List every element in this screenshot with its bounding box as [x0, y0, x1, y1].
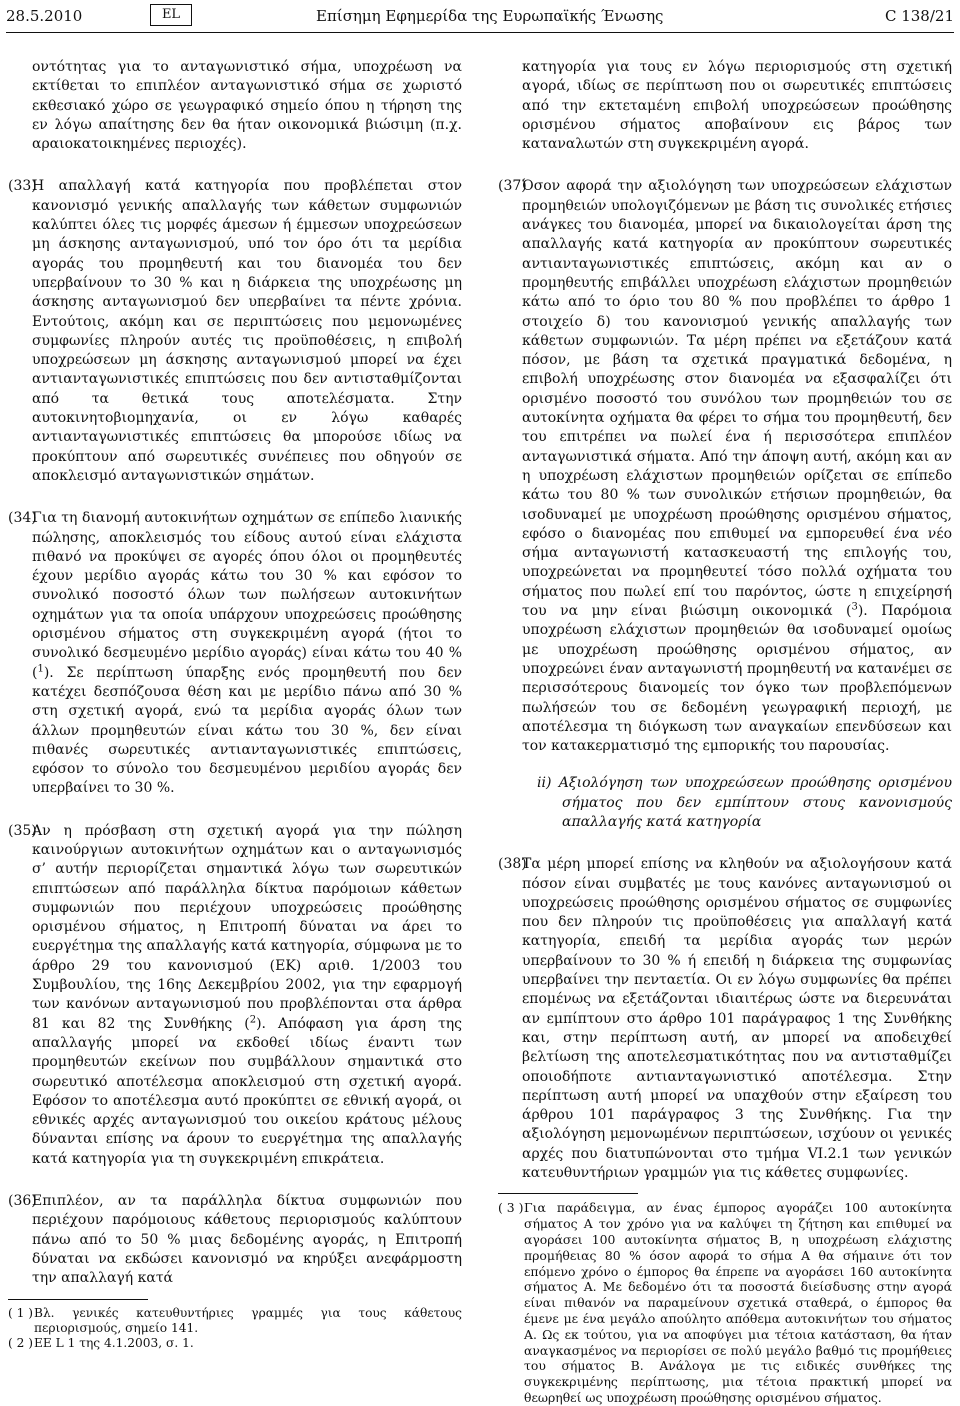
footnote-text: Βλ. γενικές κατευθυντήριες γραμμές για τους κάθετους περιορισμούς, σημείο 141.	[34, 1305, 462, 1335]
right-column	[498, 58, 952, 1406]
left-intro-text: οντότητας για το ανταγωνιστικό σήμα, υποχρέωση να εκτίθεται το επιπλέον ανταγωνιστικό σήμα σε χωριστό εκθεσιακό χώρο σε γεωγραφικό σημείο όπου η τήρηση της εν λόγω απαίτησης δεν θα ήταν οικονομικά βιώσιμη (π.χ. αραιοκατοικημένες περιοχές).	[32, 59, 462, 153]
footnote-ref[interactable]: 2	[249, 1014, 257, 1025]
paragraph-text: Όσον αφορά την αξιολόγηση των υποχρεώσεων ελάχιστων προμηθειών υπολογιζόμενων με βάση τις συνολικές ετήσιες ανάγκες του διανομέα, μπορεί να δικαιολογείται άρση της απαλλαγής κατά κατηγορία αν προκύπτουν σωρευτικές αντιανταγωνιστικές επιπτώσεις, ακόμη και αν ο προμηθευτής επιβάλλει υποχρέωση ελάχιστων προμηθειών κάτω από το όριο του 80 % που προβλέπει το άρθρο 1 στοιχείο δ) του κανονισμού γενικής απαλλαγής των κάθετων συμφωνιών. Τα μέρη πρέπει να εξετάζουν κατά πόσον, με βάση τα σχετικά πραγματικά δεδομένα, η επιβολή υποχρέωσης στον διανομέα να εξασφαλίζει ότι ορισμένο ποσοστό του συνόλου των προμηθειών του σε αυτοκίνητα οχήματα θα φέρει το σήμα του προμηθευτή, δεν του επιτρέπει να πωλεί ένα ή περισσότερα επιπλέον ανταγωνιστικά σήματα. Από την άποψη αυτή, ακόμη και αν η υποχρέωση ελάχιστων προμηθειών ορίζεται σε επίπεδο κάτω του 80 % των συνολικών ετήσιων προμηθειών, θα ισοδυναμεί με υποχρέωση προώθησης ορισμένου σήματος, εφόσο ο διανομέας που επιθυμεί να εμπορευθεί ένα νέο σήμα ανταγωνιστή κατασκευαστή της επιλογής του, υποχρεώνεται να προμηθευτεί τόσο πολλά οχήματα του σήματος που πωλεί επί του παρόντος, ώστε η επιχείρησή του να μην είναι βιώσιμη οικονομικά ($^3$). Παρόμοια υποχρέωση ελάχιστων προμηθειών θα ισοδυναμεί ομοίως με υποχρέωση προώθησης ορισμένου σήματος, αν υποχρεώνει έναν ανταγωνιστή προμηθευτή να κατανέμει σε περισσότερους διανομείς τον όγκο των προβλεπόμενων πωλήσεών του σε δεδομένη γεωγραφική περιοχή, με αποτέλεσμα τη διόγκωση των αναγκαίων επενδύσεων και τον κατακερματισμό της εμπορικής του παρουσίας.	[522, 178, 952, 755]
footnote-text: ΕΕ L 1 της 4.1.2003, σ. 1.	[34, 1335, 194, 1350]
paragraph-text: Τα μέρη μπορεί επίσης να κληθούν να αξιολογήσουν κατά πόσον είναι συμβατές με τους κανόνες ανταγωνισμού οι υποχρεώσεις προώθησης ορισμένου σήματος σε συμφωνίες που δεν πληρούν τις προϋποθέσεις για απαλλαγή κατά κατηγορία, επειδή τα μερίδια αγοράς των μερών υπερβαίνουν το 30 % ή επειδή η διάρκεια της συμφωνίας υπερβαίνει την πενταετία. Οι εν λόγω συμφωνίες θα πρέπει επομένως να εξετάζονται ιδιαιτέρως ώστε να διερευνάται αν εμπίπτουν στο άρθρο 101 παράγραφος 1 της Συνθήκης και, στην περίπτωση αυτή, αν μπορεί να αποδειχθεί βελτίωση της αποτελεσματικότητας που να αντισταθμίζει οποιοδήποτε αντιανταγωνιστικό αποτέλεσμα. Στην περίπτωση αυτή μπορεί να υπαχθούν στην εξαίρεση του άρθρου 101 παράγραφος 3 της Συνθήκης. Για την αξιολόγηση μεμονωμένων περιπτώσεων, ισχύουν οι γενικές αρχές που διατυπώνονται στο τμήμα VI.2.1 των γενικών κατευθυντήριων γραμμών για τις κάθετες συμφωνίες.	[522, 856, 952, 1182]
paragraph-35	[8, 822, 462, 1169]
paragraph-number: (35)	[8, 822, 37, 839]
header-rule	[6, 32, 954, 33]
language-badge: EL	[150, 4, 192, 26]
footnote-1	[8, 1306, 462, 1336]
footnote-mark: ( 1 )	[8, 1305, 34, 1320]
page-header	[0, 6, 960, 32]
paragraph-36	[8, 1192, 462, 1288]
paragraph-number: (36)	[8, 1193, 37, 1210]
footnote-3	[498, 1200, 952, 1405]
paragraph-text: Η απαλλαγή κατά κατηγορία που προβλέπεται στον κανονισμό γενικής απαλλαγής των κάθετων συμφωνιών καλύπτει όλες τις μορφές άμεσων ή έμμεσων υποχρεώσεων μη άσκησης ανταγωνισμού, υπό τον όρο ότι τα μερίδια αγοράς του προμηθευτή και του διανομέα του δεν υπερβαίνουν το 30 % και η διάρκεια της υποχρέωσης μη άσκησης ανταγωνισμού δεν υπερβαίνει τα πέντε χρόνια. Εντούτοις, ακόμη και σε περιπτώσεις που μεμονωμένες συμφωνίες πληρούν αυτές τις προϋποθέσεις, η επιβολή υποχρεώσεων μη άσκησης ανταγωνισμού μπορεί να έχει αντιανταγωνιστικές επιπτώσεις που δεν αντισταθμίζονται από τα θετικά τους αποτελέσματα. Στην αυτοκινητοβιομηχανία, οι εν λόγω καθαρές αντιανταγωνιστικές επιπτώσεις θα μπορούσε ιδίως να προκύπτουν από σωρευτικές συνέπειες που οδηγούν σε αποκλεισμό ανταγωνιστικών σημάτων.	[32, 178, 462, 484]
paragraph-number: (34)	[8, 510, 37, 527]
paragraph-34	[8, 509, 462, 798]
footnote-rule	[498, 1193, 638, 1194]
footnote-rule	[8, 1299, 148, 1300]
page-reference: C 138/21	[884, 7, 954, 25]
right-intro-text: κατηγορία για τους εν λόγω περιορισμούς στη σχετική αγορά, ιδίως σε περίπτωση που οι σωρευτικές επιπτώσεις από την εκτεταμένη επιβολή υποχρεώσεων προώθησης ορισμένου σήματος αποβαίνουν εις βάρος των καταναλωτών στη συγκεκριμένη αγορά.	[522, 59, 952, 153]
left-column	[8, 58, 462, 1351]
footnote-mark: ( 3 )	[498, 1200, 524, 1216]
paragraph-number: (38)	[498, 856, 527, 873]
footnote-text: Για παράδειγμα, αν ένας έμπορος αγοράζει 100 αυτοκίνητα σήματος Α τον χρόνο για να καλύψει τη ζήτηση και επιθυμεί να αγοράσει 100 αυτοκίνητα σήματος Β, η υποχρέωση ελάχιστης προμήθειας 80 % όσον αφορά το σήμα Α θα σήμαινε ότι τον επόμενο χρόνο ο έμπορος θα έπρεπε να αγοράσει 160 αυτοκίνητα σήματος Α. Με δεδομένο ότι τα ποσοστά διείσδυσης στην αγορά είναι πιθανόν να παραμείνουν σχετικά σταθερά, ο έμπορος θα έμενε με ένα μεγάλο απούλητο απόθεμα αυτοκινήτων του σήματος Α. Ως εκ τούτου, για να αποφύγει μια τέτοια κατάσταση, θα ήταν αναγκασμένος να περιορίσει σε πολύ μεγάλο βαθμό τις προμήθειες του σήματος Β. Ανάλογα με τις ειδικές συνθήκες της συγκεκριμένης περίπτωσης, μια τέτοια πρακτική μπορεί να θεωρηθεί ως υποχρέωση προώθησης ορισμένου σήματος.	[524, 1200, 952, 1405]
paragraph-text: Αν η πρόσβαση στη σχετική αγορά για την πώληση καινούργιων αυτοκινήτων οχημάτων και ο ανταγωνισμός σ’ αυτήν περιορίζεται σημαντικά λόγω των σωρευτικών επιπτώσεων από παράλληλα δίκτυα παρόμοιων κάθετων συμφωνιών που περιέχουν υποχρεώσεις προώθησης ορισμένου σήματος, η Επιτροπή δύναται να άρει το ευεργέτημα της απαλλαγής κατά κατηγορία, σύμφωνα με το άρθρο 29 του κανονισμού (ΕΚ) αριθ. 1/2003 του Συμβουλίου, της 16ης Δεκεμβρίου 2002, για την εφαρμογή των κανόνων ανταγωνισμού που προβλέπονται στα άρθρα 81 και 82 της Συνθήκης ($^2$). Απόφαση για άρση της απαλλαγής μπορεί να εκδοθεί ιδίως έναντι των προμηθευτών εκείνων που συμβάλλουν σημαντικά στο σωρευτικό αποτέλεσμα αποκλεισμού στη σχετική αγορά. Εφόσον το αποτέλεσμα αυτό προκύπτει σε εθνική αγορά, οι εθνικές αρχές ανταγωνισμού του οικείου κράτους μέλους δύνανται επίσης να άρουν το ευεργέτημα της απαλλαγής κατά κατηγορία για τη συγκεκριμένη επικράτεια.	[32, 822, 462, 1167]
paragraph-37	[498, 177, 952, 756]
paragraph-38	[498, 855, 952, 1183]
journal-title: Επίσημη Εφημερίδα της Ευρωπαϊκής Ένωσης	[316, 7, 664, 25]
paragraph-text: Επιπλέον, αν τα παράλληλα δίκτυα συμφωνιών που περιέχουν παρόμοιους κάθετους περιορισμούς καλύπτουν πάνω από το 50 % μιας δεδομένης αγοράς, η Επιτροπή δύναται να εκδώσει κανονισμό να κηρύξει ανεφάρμοστη την απαλλαγή κατά	[32, 1193, 462, 1287]
publication-date: 28.5.2010	[6, 7, 83, 25]
footnote-2	[8, 1336, 462, 1351]
footnote-mark: ( 2 )	[8, 1335, 34, 1350]
footnote-ref[interactable]: 3	[851, 601, 858, 613]
footnote-ref[interactable]: 1	[37, 662, 44, 674]
paragraph-33	[8, 177, 462, 486]
section-heading-ii: ii) Αξιολόγηση των υποχρεώσεων προώθησης ορισμένου σήματος που δεν εμπίπτουν στους κανονισμούς απαλλαγής κατά κατηγορία	[537, 775, 952, 830]
paragraph-text: Για τη διανομή αυτοκινήτων οχημάτων σε επίπεδο λιανικής πώλησης, αποκλεισμός του είδους αυτού είναι ελάχιστα πιθανό να προκύψει σε αγορές όπου όλοι οι προμηθευτές έχουν μερίδιο αγοράς κάτω του 30 % και εφόσον το συνολικό ποσοστό όλων των πωλήσεων αυτοκινήτων οχημάτων για τα οποία υπάρχουν υποχρεώσεις προώθησης ορισμένου σήματος στη συγκεκριμένη αγορά (ήτοι το συνολικό δεσμευμένο μερίδιο αγοράς) είναι κάτω του 40 % ($^1$). Σε περίπτωση ύπαρξης ενός προμηθευτή που δεν κατέχει δεσπόζουσα θέση και με μερίδιο πάνω από 30 % στη σχετική αγορά, ενώ τα μερίδια αγοράς όλων των άλλων προμηθευτών είναι κάτω του 30 %, δεν είναι πιθανές σωρευτικές αντιανταγωνιστικές επιπτώσεις, εφόσον το σύνολο του δεσμευμένου μεριδίου αγοράς δεν υπερβαίνει το 30 %.	[32, 510, 462, 797]
paragraph-number: (37)	[498, 178, 527, 195]
paragraph-number: (33)	[8, 178, 37, 195]
